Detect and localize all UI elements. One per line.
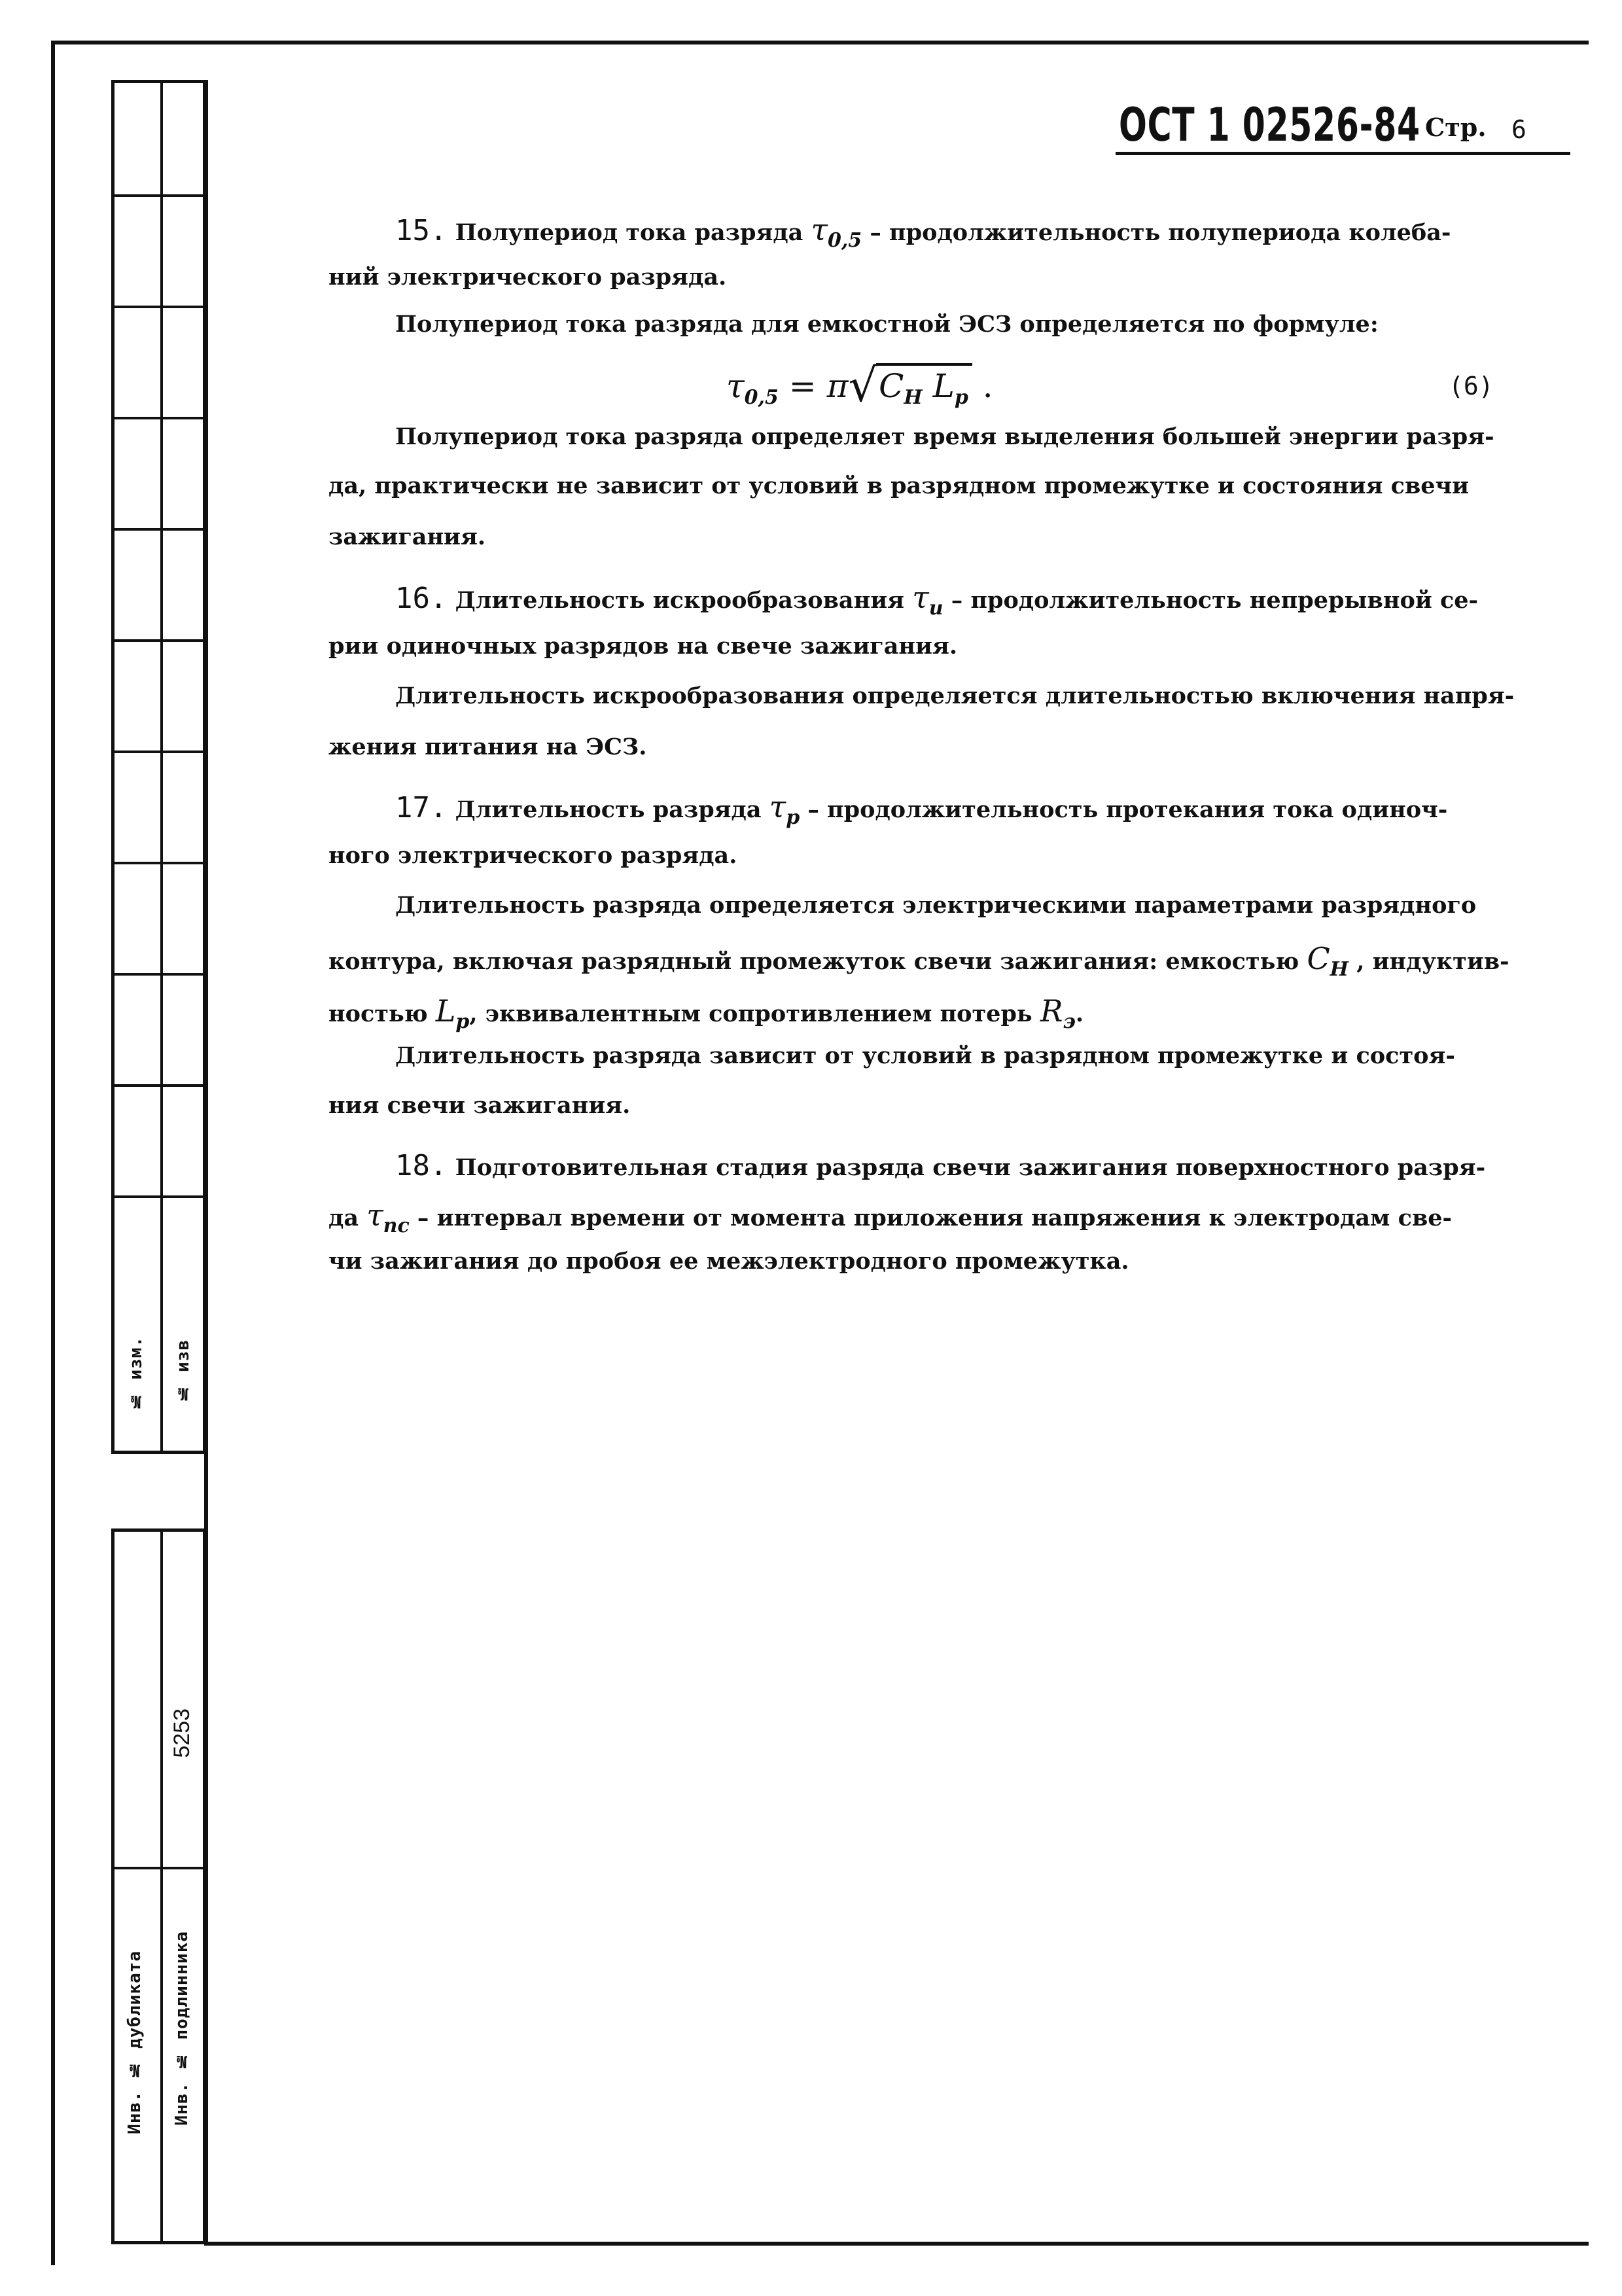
inventory-stamp-table — [111, 1528, 206, 2244]
p18-number: 18. — [395, 1149, 448, 1182]
capacitance-symbol: $C_Н$ — [1307, 941, 1349, 981]
frame-bottom-border — [204, 2242, 1589, 2246]
notice-number-label: № изв — [173, 1339, 193, 1404]
inductance-symbol: $L_р$ — [435, 993, 470, 1033]
p15-line-1 — [395, 212, 1451, 252]
p18-line-2: да $\tau_{пс}$ – интервал времени от момента приложения напряжения к электродам све- — [328, 1197, 1453, 1237]
header-underline — [1116, 152, 1570, 155]
p16-note-line: Длительность искрообразования определяется длительностью включения напря- — [395, 682, 1515, 709]
original-inventory-number: 5253 — [169, 1708, 194, 1758]
stamp-row-divider — [115, 1867, 203, 1869]
p15-formula-intro: Полупериод тока разряда для емкостной ЭСЗ определяется по формуле: — [395, 311, 1379, 338]
stamp-row-divider — [115, 306, 203, 308]
p16-definition: – продолжительность непрерывной се- — [951, 587, 1479, 614]
p17-number: 17. — [395, 791, 448, 824]
p15-number: 15. — [395, 214, 448, 247]
p18-text: Подготовительная стадия разряда свечи зажигания поверхностного разря- — [455, 1154, 1486, 1181]
page-number: 6 — [1511, 115, 1526, 144]
p17-note2-line: Длительность разряда зависит от условий в разрядном промежутке и состоя- — [395, 1042, 1455, 1069]
stamp-row-divider — [115, 751, 203, 753]
p15-line-2: ний электрического разряда. — [328, 264, 727, 291]
stamp-column-divider — [160, 83, 163, 1451]
p16-note-line: жения питания на ЭСЗ. — [328, 733, 647, 760]
p16-line-2: рии одиночных разрядов на свече зажигания. — [328, 633, 958, 660]
p18-line-3: чи зажигания до пробоя ее межэлектродного промежутка. — [328, 1248, 1129, 1275]
p15-term: Полупериод тока разряда — [455, 219, 803, 246]
stamp-row-divider — [115, 194, 203, 197]
p15-definition: – продолжительность полупериода колеба- — [870, 219, 1451, 246]
p17-note2-line: ния свечи зажигания. — [328, 1092, 631, 1119]
document-code: ОСТ 1 02526-84 — [1119, 98, 1420, 152]
p17-definition: – продолжительность протекания тока одиноч- — [807, 796, 1448, 823]
p16-number: 16. — [395, 582, 448, 615]
formula-number: (6) — [1449, 372, 1494, 400]
stamp-row-divider — [115, 973, 203, 976]
original-inventory-label: Инв. № подлинника — [172, 1931, 192, 2126]
p17-line-2: ного электрического разряда. — [328, 842, 737, 869]
stamp-row-divider — [115, 1195, 203, 1198]
p15-note-line: да, практически не зависит от условий в разрядном промежутке и состояния свечи — [328, 472, 1470, 499]
p15-note-line: зажигания. — [328, 523, 486, 550]
stamp-row-divider — [115, 639, 203, 642]
formula-6: $\tau_{0,5} = \pi√C_Н$ $L_р$ . — [726, 359, 993, 412]
stamp-row-divider — [115, 862, 203, 864]
resistance-symbol: $R_э$ — [1040, 993, 1076, 1033]
p15-symbol: $\tau_{0,5}$ — [811, 212, 862, 252]
change-number-label: № изм. — [126, 1336, 146, 1411]
p18-symbol: $\tau_{пс}$ — [366, 1197, 410, 1237]
p17-term: Длительность разряда — [455, 796, 762, 823]
p17-note1-line: контура, включая разрядный промежуток свечи зажигания: емкостью $C_Н$ , индуктив- — [328, 941, 1509, 981]
p16-symbol: $\tau_и$ — [912, 580, 943, 620]
p17-note1-line: ностью $L_р$, эквивалентным сопротивлением потерь $R_э$. — [328, 993, 1084, 1033]
stamp-row-divider — [115, 528, 203, 531]
p18-line-1 — [395, 1149, 1486, 1182]
duplicate-inventory-label: Инв. № дубликата — [125, 1951, 145, 2134]
p17-note1-line: Длительность разряда определяется электрическими параметрами разрядного — [395, 892, 1477, 919]
revision-stamp-table — [111, 80, 206, 1454]
p17-line-1 — [395, 789, 1448, 829]
p15-note-line: Полупериод тока разряда определяет время выделения большей энергии разря- — [395, 423, 1494, 450]
stamp-row-divider — [115, 417, 203, 419]
p17-symbol: $\tau_р$ — [769, 789, 800, 829]
p16-term: Длительность искрообразования — [455, 587, 905, 614]
stamp-column-divider — [160, 1532, 163, 2241]
frame-left-border — [51, 41, 55, 2265]
frame-top-border — [51, 41, 1589, 44]
stamp-row-divider — [115, 1084, 203, 1087]
p16-line-1 — [395, 582, 1478, 618]
page-label: Стр. — [1425, 113, 1487, 142]
